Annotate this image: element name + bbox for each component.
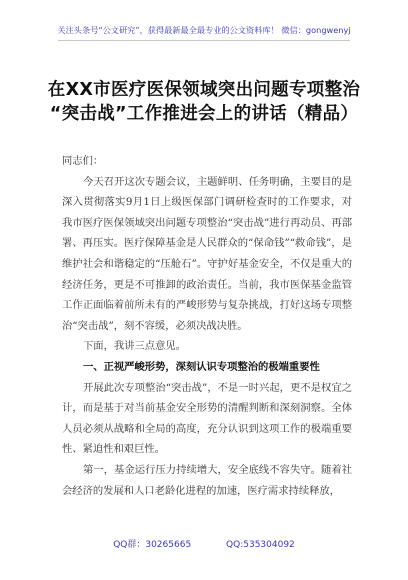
header-note: 关注头条号“公文研究”，获得最新最全最专业的公文资料库！ 微信：gongwenyj bbox=[57, 25, 351, 35]
paragraph-intro: 今天召开这次专题会议，主题鲜明、任务明确，主要目的是深入贯彻落实9月1日上级医保部门调研检查时的工作要求，对我市医疗医保领域突出问题专项整治“突击战”进行再动员、再部署、再压实。医疗保障基金是人民群众的“保命钱”“救命钱”，是维护社会和谐稳定的“压舱石”。守护好基金安全，不仅是重大的经济任务，更是不可推卸的政治责任。当前，我市医保基金监管工作正面临着前所未有的严峻形势与复杂挑战，打好这场专项整治“突击战”，刻不容缓，必须决战决胜。 bbox=[62, 175, 352, 332]
header-divider bbox=[58, 40, 350, 41]
title-line-2: “突击战”工作推进会上的讲话（精品） bbox=[49, 104, 359, 124]
paragraph-section-1: 开展此次专项整治“突击战”，不是一时兴起，更不是权宜之计，而是基于对当前基金安全形势的清醒判断和深刻洞察。全体人员必须从战略和全局的高度，充分认识到这项工作的极端重要性、紧迫性和艰巨性。 bbox=[62, 381, 352, 456]
footer-qq-group: QQ群：30265665 bbox=[113, 540, 192, 550]
footer-qq-number: QQ:535304092 bbox=[226, 540, 295, 550]
paragraph-outline: 下面，我讲三点意见。 bbox=[83, 340, 186, 353]
title-line-1: 在XX市医疗医保领域突出问题专项整治 bbox=[47, 80, 361, 100]
salutation: 同志们： bbox=[62, 155, 104, 167]
section-heading-1: 一、正视严峻形势，深刻认识专项整治的极端重要性 bbox=[83, 360, 320, 373]
document-title bbox=[0, 78, 408, 126]
paragraph-point-1: 第一，基金运行压力持续增大，安全底线不容失守。随着社会经济的发展和人口老龄化进程的加速，医疗需求持续释放， bbox=[62, 463, 352, 497]
document-body bbox=[62, 151, 352, 501]
footer-contact bbox=[0, 537, 408, 550]
